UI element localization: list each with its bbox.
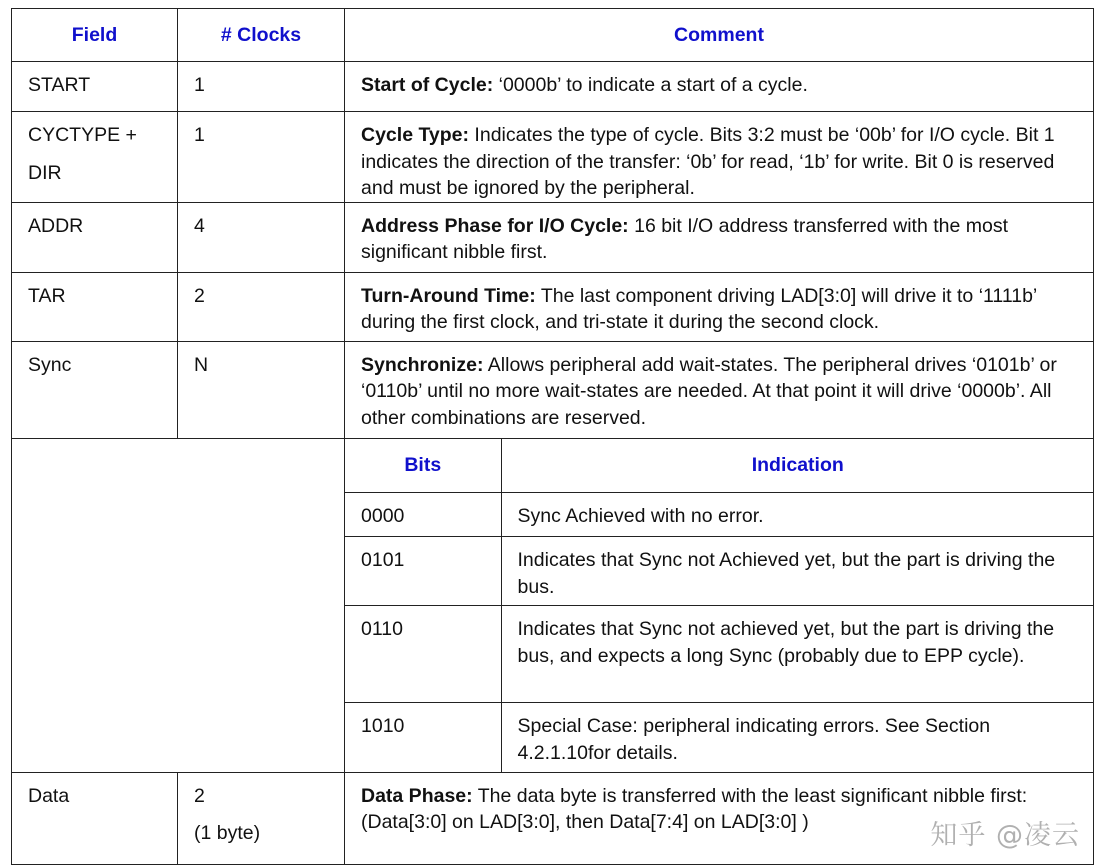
field-cell: Data [12,772,178,864]
table-header-row [12,9,1094,62]
clocks-line: (1 byte) [194,822,261,844]
watermark: 知乎 @凌云 [930,820,1080,851]
sync-header-row [345,439,1094,493]
header-clocks: # Clocks [178,9,345,62]
comment-text: The last component driving LAD[3:0] will drive it to ‘1111b’ during the first clock, and tri-state it during the second clock. [361,284,1037,333]
comment-text: The data byte is transferred with the least significant nibble first: (Data[3:0] on LAD[3:0], then Data[7:4] on LAD[3:0] ) [361,784,1028,833]
io-cycle-field-table [11,8,1094,865]
indication-cell: Special Case: peripheral indicating errors. See Section 4.2.1.10for details. [501,703,1094,772]
bits-cell: 0101 [345,537,501,606]
sync-detail-row [12,438,1094,772]
comment-cell [345,272,1094,341]
sync-row [345,537,1094,606]
table-row [12,62,1094,112]
sync-row [345,703,1094,772]
sync-bits-table [345,439,1094,772]
sync-row [345,606,1094,703]
comment-text: 16 bit I/O address transferred with the most significant nibble first. [361,214,1009,263]
comment-title: Data Phase: [361,784,473,807]
indication-cell: Indicates that Sync not Achieved yet, but the part is driving the bus. [501,537,1094,606]
field-cell [12,112,178,203]
field-cell: START [12,62,178,112]
bits-cell: 0110 [345,606,501,703]
table-row [12,341,1094,438]
table-row [12,272,1094,341]
clocks-cell: N [178,341,345,438]
bits-cell: 1010 [345,703,501,772]
blank-cell [12,438,345,772]
indication-cell: Indicates that Sync not achieved yet, but the part is driving the bus, and expects a long Sync (probably due to EPP cycle). [501,606,1094,703]
comment-cell [345,112,1094,203]
comment-text: ‘0000b’ to indicate a start of a cycle. [493,74,808,96]
header-field: Field [12,9,178,62]
bits-cell: 0000 [345,493,501,537]
field-line: CYCTYPE + [28,124,137,146]
clocks-cell [178,772,345,864]
sync-row [345,493,1094,537]
comment-cell [345,62,1094,112]
header-comment: Comment [345,9,1094,62]
header-bits: Bits [345,439,501,493]
sync-bits-cell [345,438,1094,772]
comment-cell [345,341,1094,438]
clocks-cell: 1 [178,62,345,112]
field-cell: ADDR [12,202,178,272]
comment-title: Start of Cycle: [361,74,494,96]
header-indication: Indication [501,439,1094,493]
comment-text: Allows peripheral add wait-states. The peripheral drives ‘0101b’ or ‘0110b’ until no more wait-states are needed. At that point it will drive ‘0000b’. All other combinations are reserved. [361,353,1057,429]
indication-cell: Sync Achieved with no error. [501,493,1094,537]
comment-title: Cycle Type: [361,124,470,146]
table-row [12,112,1094,203]
comment-cell [345,202,1094,272]
clocks-cell: 2 [178,272,345,341]
field-cell: Sync [12,341,178,438]
clocks-line: 2 [194,784,205,807]
clocks-cell: 4 [178,202,345,272]
comment-title: Synchronize: [361,353,484,376]
field-cell: TAR [12,272,178,341]
comment-title: Turn-Around Time: [361,284,536,307]
table-row [12,202,1094,272]
clocks-cell: 1 [178,112,345,203]
comment-title: Address Phase for I/O Cycle: [361,214,629,237]
comment-text: Indicates the type of cycle. Bits 3:2 must be ‘00b’ for I/O cycle. Bit 1 indicates the direction of the transfer: ‘0b’ for read, ‘1b’ for write. Bit 0 is reserved and must be ignored by the peripheral. [361,124,1055,199]
field-line: DIR [28,161,62,184]
